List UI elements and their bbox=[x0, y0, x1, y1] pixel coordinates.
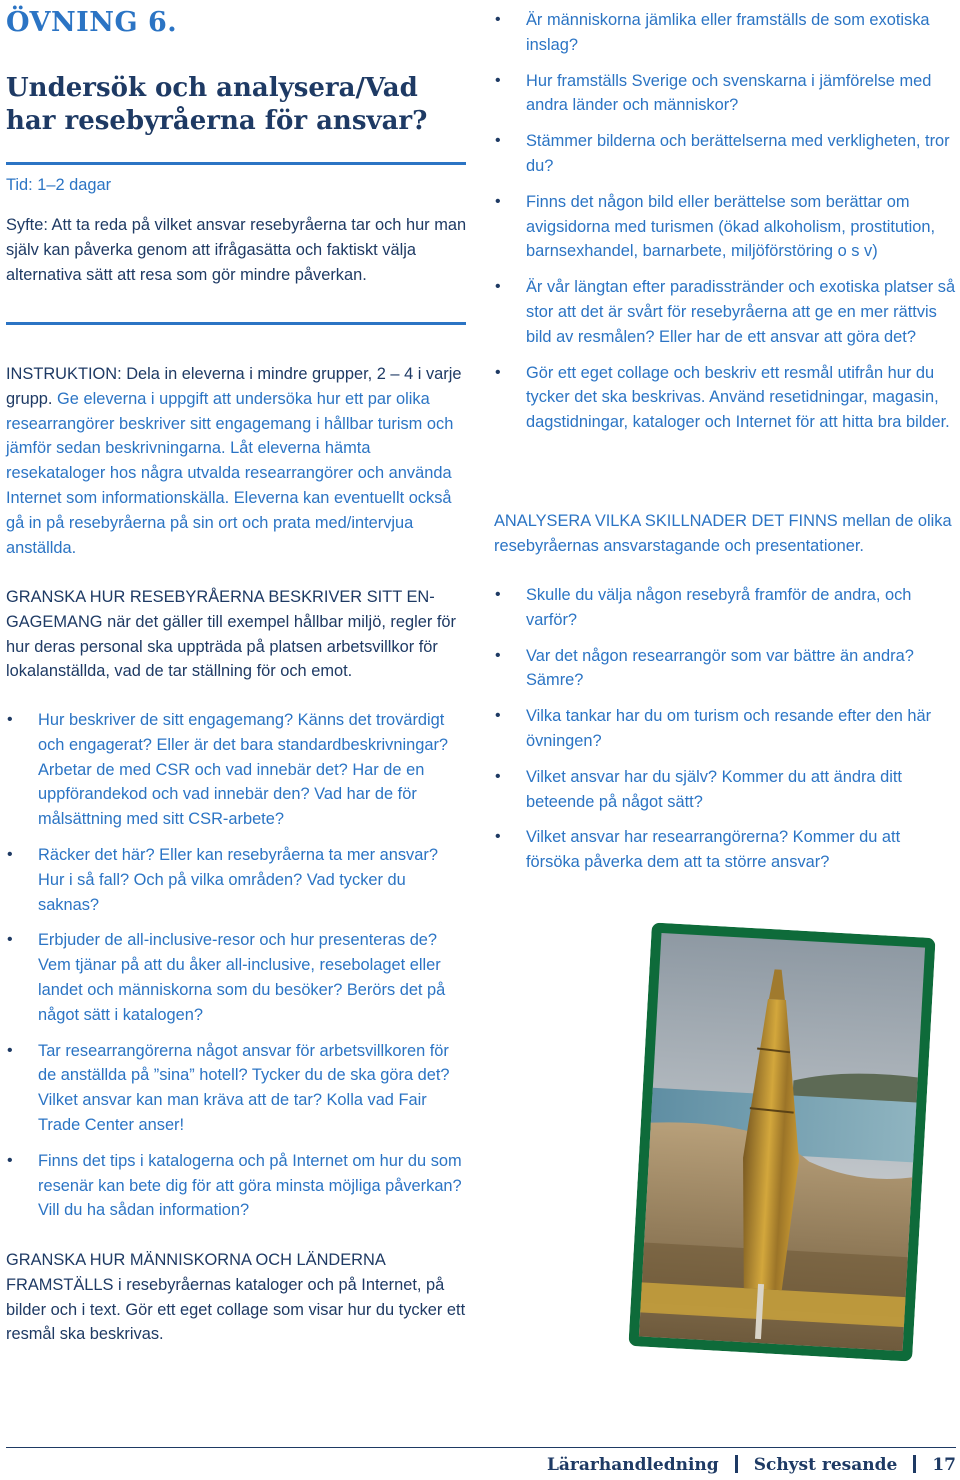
list-item: • Erbjuder de all-inclusive-resor och hur presenteras de? Vem tjänar på att du åker all-inclusive, resebolaget eller landet och människorna som du besöker? Berörs det på något sätt i katalogen? bbox=[6, 928, 468, 1027]
list-item: • Finns det tips i katalogerna och på Internet om hur du som resenär kan bete dig för att göra minsta möjliga påverkan? Vill du ha sådan information? bbox=[6, 1149, 468, 1223]
section-divider bbox=[6, 322, 466, 325]
footer-separator bbox=[913, 1455, 916, 1473]
footer-series-label: Schyst resande bbox=[753, 1455, 898, 1475]
footer-rule bbox=[6, 1447, 956, 1448]
list-item: • Skulle du välja någon resebyrå framför de andra, och varför? bbox=[494, 583, 956, 633]
page-title: Undersök och analysera/Vad har resebyråerna för ansvar? bbox=[6, 73, 428, 136]
list-item: • Var det någon researrangör som var bättre än andra? Sämre? bbox=[494, 644, 956, 694]
page-footer bbox=[547, 1455, 956, 1475]
instruction-paragraph bbox=[6, 362, 468, 560]
list-item: • Gör ett eget collage och beskriv ett resmål utifrån hur du tycker det ska beskrivas. Använd resetidningar, magasin, dagstidningar, kataloger och Internet för att hitta bra bilder. bbox=[494, 361, 956, 435]
page-number: 17 bbox=[932, 1455, 956, 1475]
analyze-paragraph bbox=[494, 509, 956, 559]
question-list-right-top bbox=[494, 8, 956, 446]
section-divider bbox=[6, 162, 466, 165]
time-text: Tid: 1–2 dagar bbox=[6, 176, 112, 194]
review-portrayal-body: i resebyråernas kataloger och på Internet, på bilder och i text. Gör ett eget collage som visar hur du tycker ett resmål ska beskrivas. bbox=[6, 1275, 466, 1344]
list-item: • Vilket ansvar har du själv? Kommer du att ändra ditt beteende på något sätt? bbox=[494, 765, 956, 815]
list-item: • Är människorna jämlika eller framställs de som exotiska inslag? bbox=[494, 8, 956, 58]
purpose-text: Syfte: Att ta reda på vilket ansvar resebyråerna tar och hur man själv kan påverka genom att ifrågasätta och faktiskt välja alternativa sätt att resa som gör mindre påverkan. bbox=[6, 216, 467, 284]
review-engagement-paragraph bbox=[6, 585, 468, 684]
beach-parasol-photo bbox=[628, 922, 935, 1361]
list-item: • Vilka tankar har du om turism och resande efter den här övningen? bbox=[494, 704, 956, 754]
footer-separator bbox=[735, 1455, 738, 1473]
list-item: • Finns det någon bild eller berättelse som berättar om avigsidorna med turismen (ökad alkoholism, prostitution, barnsexhandel, barnarbete, miljöförstöring o s v) bbox=[494, 190, 956, 264]
list-item: • Tar researrangörerna något ansvar för arbetsvillkoren för de anställda på ”sina” hotell? Tycker du de ska göra det? Vilket ansvar kan man kräva att de tar? Kolla vad Fair Trade Center anser! bbox=[6, 1039, 468, 1138]
review-portrayal-lead: GRANSKA HUR MÄNNISKORNA OCH LÄNDERNA FRAMSTÄLLS bbox=[6, 1251, 385, 1294]
analyze-lead: ANALYSERA VILKA SKILLNADER DET FINNS bbox=[494, 512, 838, 530]
review-engagement-lead: GRANSKA HUR RESEBYRÅERNA BESKRIVER SITT EN-GAGEMANG bbox=[6, 588, 435, 631]
review-engagement-body: när det gäller till exempel hållbar miljö, regler för hur deras personal ska uppträda på platsen arbetsvillkor för lokalanställda, vad de tar ställning för och emot. bbox=[6, 612, 457, 681]
exercise-title: ÖVNING 6. bbox=[6, 7, 178, 38]
question-list-left bbox=[6, 708, 468, 1234]
instruction-lead: INSTRUKTION: Dela in eleverna i mindre grupper, 2 – 4 i varje grupp. bbox=[6, 365, 462, 408]
question-list-right-bottom bbox=[494, 583, 956, 886]
list-item: • Vilket ansvar har researrangörerna? Kommer du att försöka påverka dem att ta större ansvar? bbox=[494, 825, 956, 875]
list-item: • Är vår längtan efter paradisstränder och exotiska platser så stor att det är svårt för resebyråerna att ge en mer rättvis bild av resmålen? Eller har de ett ansvar att göra det? bbox=[494, 275, 956, 349]
list-item: • Hur beskriver de sitt engagemang? Känns det trovärdigt och engagerat? Eller är det bara standardbeskrivningar? Arbetar de med CSR och vad innebär det? Har de en uppförandekod och vad innebär den? Vad har de för målsättning med sitt CSR-arbete? bbox=[6, 708, 468, 832]
list-item: • Räcker det här? Eller kan resebyråerna ta mer ansvar? Hur i så fall? Och på vilka områden? Vad tycker du saknas? bbox=[6, 843, 468, 917]
analyze-body: mellan de olika resebyråernas ansvarstagande och presentationer. bbox=[494, 512, 952, 555]
list-item: • Stämmer bilderna och berättelserna med verkligheten, tror du? bbox=[494, 129, 956, 179]
footer-guide-label: Lärarhandledning bbox=[546, 1455, 719, 1475]
list-item: • Hur framställs Sverige och svenskarna i jämförelse med andra länder och människor? bbox=[494, 69, 956, 119]
review-portrayal-paragraph bbox=[6, 1248, 468, 1347]
instruction-body: Ge eleverna i uppgift att undersöka hur ett par olika researrangörer beskriver sitt engagemang i hållbar turism och jämför sedan beskrivningarna. Låt eleverna hämta resekataloger hos några utvalda researrangörer och använda Internet som informationskälla. Eleverna kan eventuellt också gå in på resebyråerna på sin ort och prata med/intervjua anställda. bbox=[6, 389, 454, 557]
